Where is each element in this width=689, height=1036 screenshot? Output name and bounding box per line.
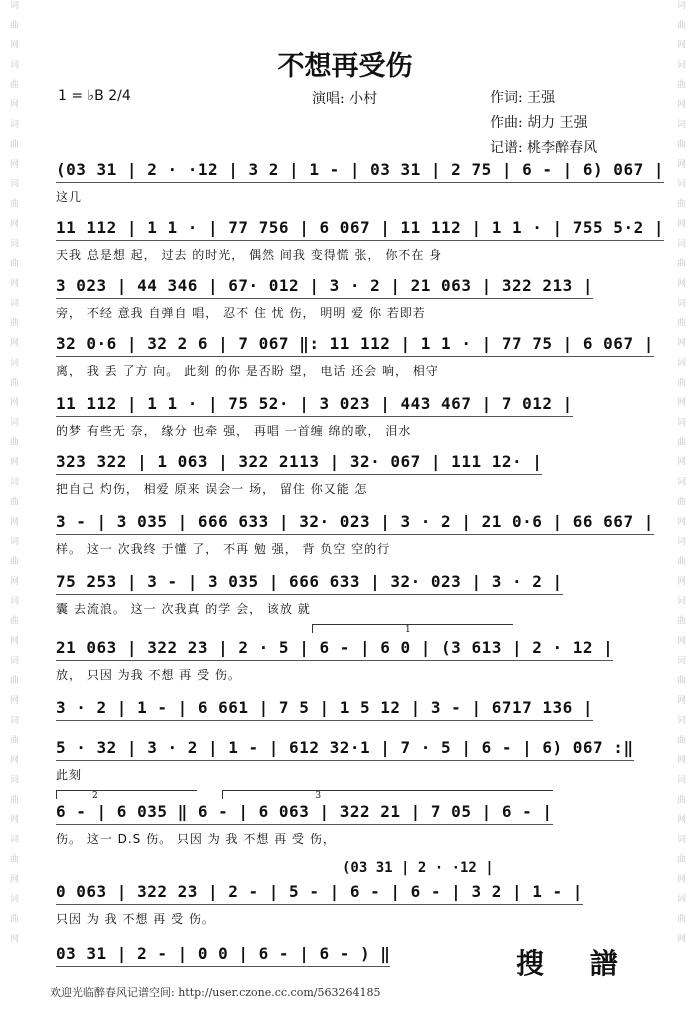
notation-line: 3 - | 3 035 | 666 633 | 32· 023 | 3 · 2 | 21 0·6 | 66 667 |	[56, 512, 654, 535]
footer-link[interactable]: 欢迎光临醉春风记谱空间: http://user.czone.cc.com/563264185	[50, 986, 381, 999]
notation-line: 32 0·6 | 32 2 6 | 7 067 ‖: 11 112 | 1 1 · | 77 75 | 6 067 |	[56, 334, 654, 357]
notation-line: 75 253 | 3 - | 3 035 | 666 633 | 32· 023 | 3 · 2 |	[56, 572, 563, 595]
notation-line: 11 112 | 1 1 · | 77 756 | 6 067 | 11 112 | 1 1 · | 755 5·2 |	[56, 218, 664, 241]
volta-bracket	[222, 790, 553, 799]
lyric-line: 把自己 灼伤， 相爱 原来 误会一 场， 留住 你又能 怎	[56, 482, 368, 496]
credits	[490, 86, 597, 161]
score-system	[56, 394, 640, 439]
notation-line: 21 063 | 322 23 | 2 · 5 | 6 - | 6 0 | (3 613 | 2 · 12 |	[56, 638, 613, 661]
lyric-line: 旁， 不经 意我 自弹自 唱， 忍不 住 忧 伤， 明明 爱 你 若即若	[56, 306, 426, 320]
lyricist-credit: 作词: 王强	[490, 90, 556, 106]
notation-line: 323 322 | 1 063 | 322 2113 | 32· 067 | 111 12· |	[56, 452, 542, 475]
volta-bracket	[312, 624, 513, 633]
score-system	[56, 572, 640, 617]
lyric-line: 离， 我 丢 了方 向。 此刻 的你 是否盼 望， 电话 还会 响， 相守	[56, 364, 439, 378]
lyric-line: 这几	[56, 190, 83, 204]
notation-line: 0 063 | 322 23 | 2 - | 5 - | 6 - | 6 - | 3 2 | 1 - |	[56, 882, 583, 905]
lyric-line: 此刻	[56, 768, 83, 782]
notation-line: 5 · 32 | 3 · 2 | 1 - | 612 32·1 | 7 · 5 | 6 - | 6) 067 :‖	[56, 738, 634, 761]
site-logo: 搜 譜	[516, 947, 636, 980]
lyric-line: 伤。 这一 D.S 伤。 只因 为 我 不想 再 受 伤，	[56, 832, 336, 846]
notation-line: 11 112 | 1 1 · | 75 52· | 3 023 | 443 467 | 7 012 |	[56, 394, 573, 417]
notation-line: 6 - | 6 035 ‖ 6 - | 6 063 | 322 21 | 7 05 | 6 - |	[56, 802, 553, 825]
lyric-line: 天我 总是想 起， 过去 的时光， 偶然 间我 变得慌 张， 你不在 身	[56, 248, 443, 262]
volta-bracket	[56, 790, 197, 799]
song-title: 不想再受伤	[277, 51, 413, 82]
score-system	[56, 276, 640, 321]
volta-number: 2	[92, 791, 98, 801]
lyric-line: 放， 只因 为我 不想 再 受 伤。	[56, 668, 241, 682]
transcriber-credit: 记谱: 桃李醉春风	[490, 140, 598, 156]
score-sheet	[50, 0, 664, 1036]
notation-line: 03 31 | 2 - | 0 0 | 6 - | 6 - ) ‖	[56, 944, 390, 967]
score-system	[56, 512, 654, 557]
score-system	[56, 698, 640, 721]
score-system	[56, 160, 664, 205]
volta-number: 3	[315, 791, 322, 801]
watermark-left: 词 曲 网 词 曲 网 词 曲 网 词 曲 网 词 曲 网 词 曲 网 词 曲 网 词 曲 网 词 曲 网 词 曲 网 词 曲 网 词 曲 网 词 曲 网 词 曲 网 词 曲 网 词 曲 网	[8, 0, 18, 947]
score-system	[56, 882, 640, 927]
lyric-line: 的梦 有些无 奈， 缘分 也牵 强， 再唱 一首缠 绵的歌， 泪水	[56, 424, 412, 438]
notation-line: 3 023 | 44 346 | 67· 012 | 3 · 2 | 21 063 | 322 213 |	[56, 276, 593, 299]
lyric-line: 样。 这一 次我终 于懂 了， 不再 勉 强， 背 负空 空的行	[56, 542, 391, 556]
score-system	[56, 334, 654, 379]
score-system	[56, 802, 640, 847]
score-system	[56, 218, 664, 263]
volta-number: 1	[405, 625, 411, 635]
watermark-right: 词 曲 网 词 曲 网 词 曲 网 词 曲 网 词 曲 网 词 曲 网 词 曲 网 词 曲 网 词 曲 网 词 曲 网 词 曲 网 词 曲 网 词 曲 网 词 曲 网 词 曲 网 词 曲 网	[675, 0, 685, 947]
coda-intro: (03 31 | 2 · ·12 |	[342, 860, 494, 876]
notation-line: 3 · 2 | 1 - | 6 661 | 7 5 | 1 5 12 | 3 - | 6717 136 |	[56, 698, 593, 721]
key-signature: 1 = ♭B 2/4	[58, 88, 131, 104]
score-system	[56, 738, 640, 783]
composer-credit: 作曲: 胡力 王强	[490, 115, 588, 131]
notation-line: (03 31 | 2 · ·12 | 3 2 | 1 - | 03 31 | 2 75 | 6 - | 6) 067 |	[56, 160, 664, 183]
singer-credit: 演唱: 小村	[312, 91, 378, 107]
lyric-line: 只因 为 我 不想 再 受 伤。	[56, 912, 215, 926]
score-system	[56, 638, 640, 683]
lyric-line: 囊 去流浪。 这一 次我真 的学 会， 该放 就	[56, 602, 311, 616]
score-system	[56, 452, 640, 497]
